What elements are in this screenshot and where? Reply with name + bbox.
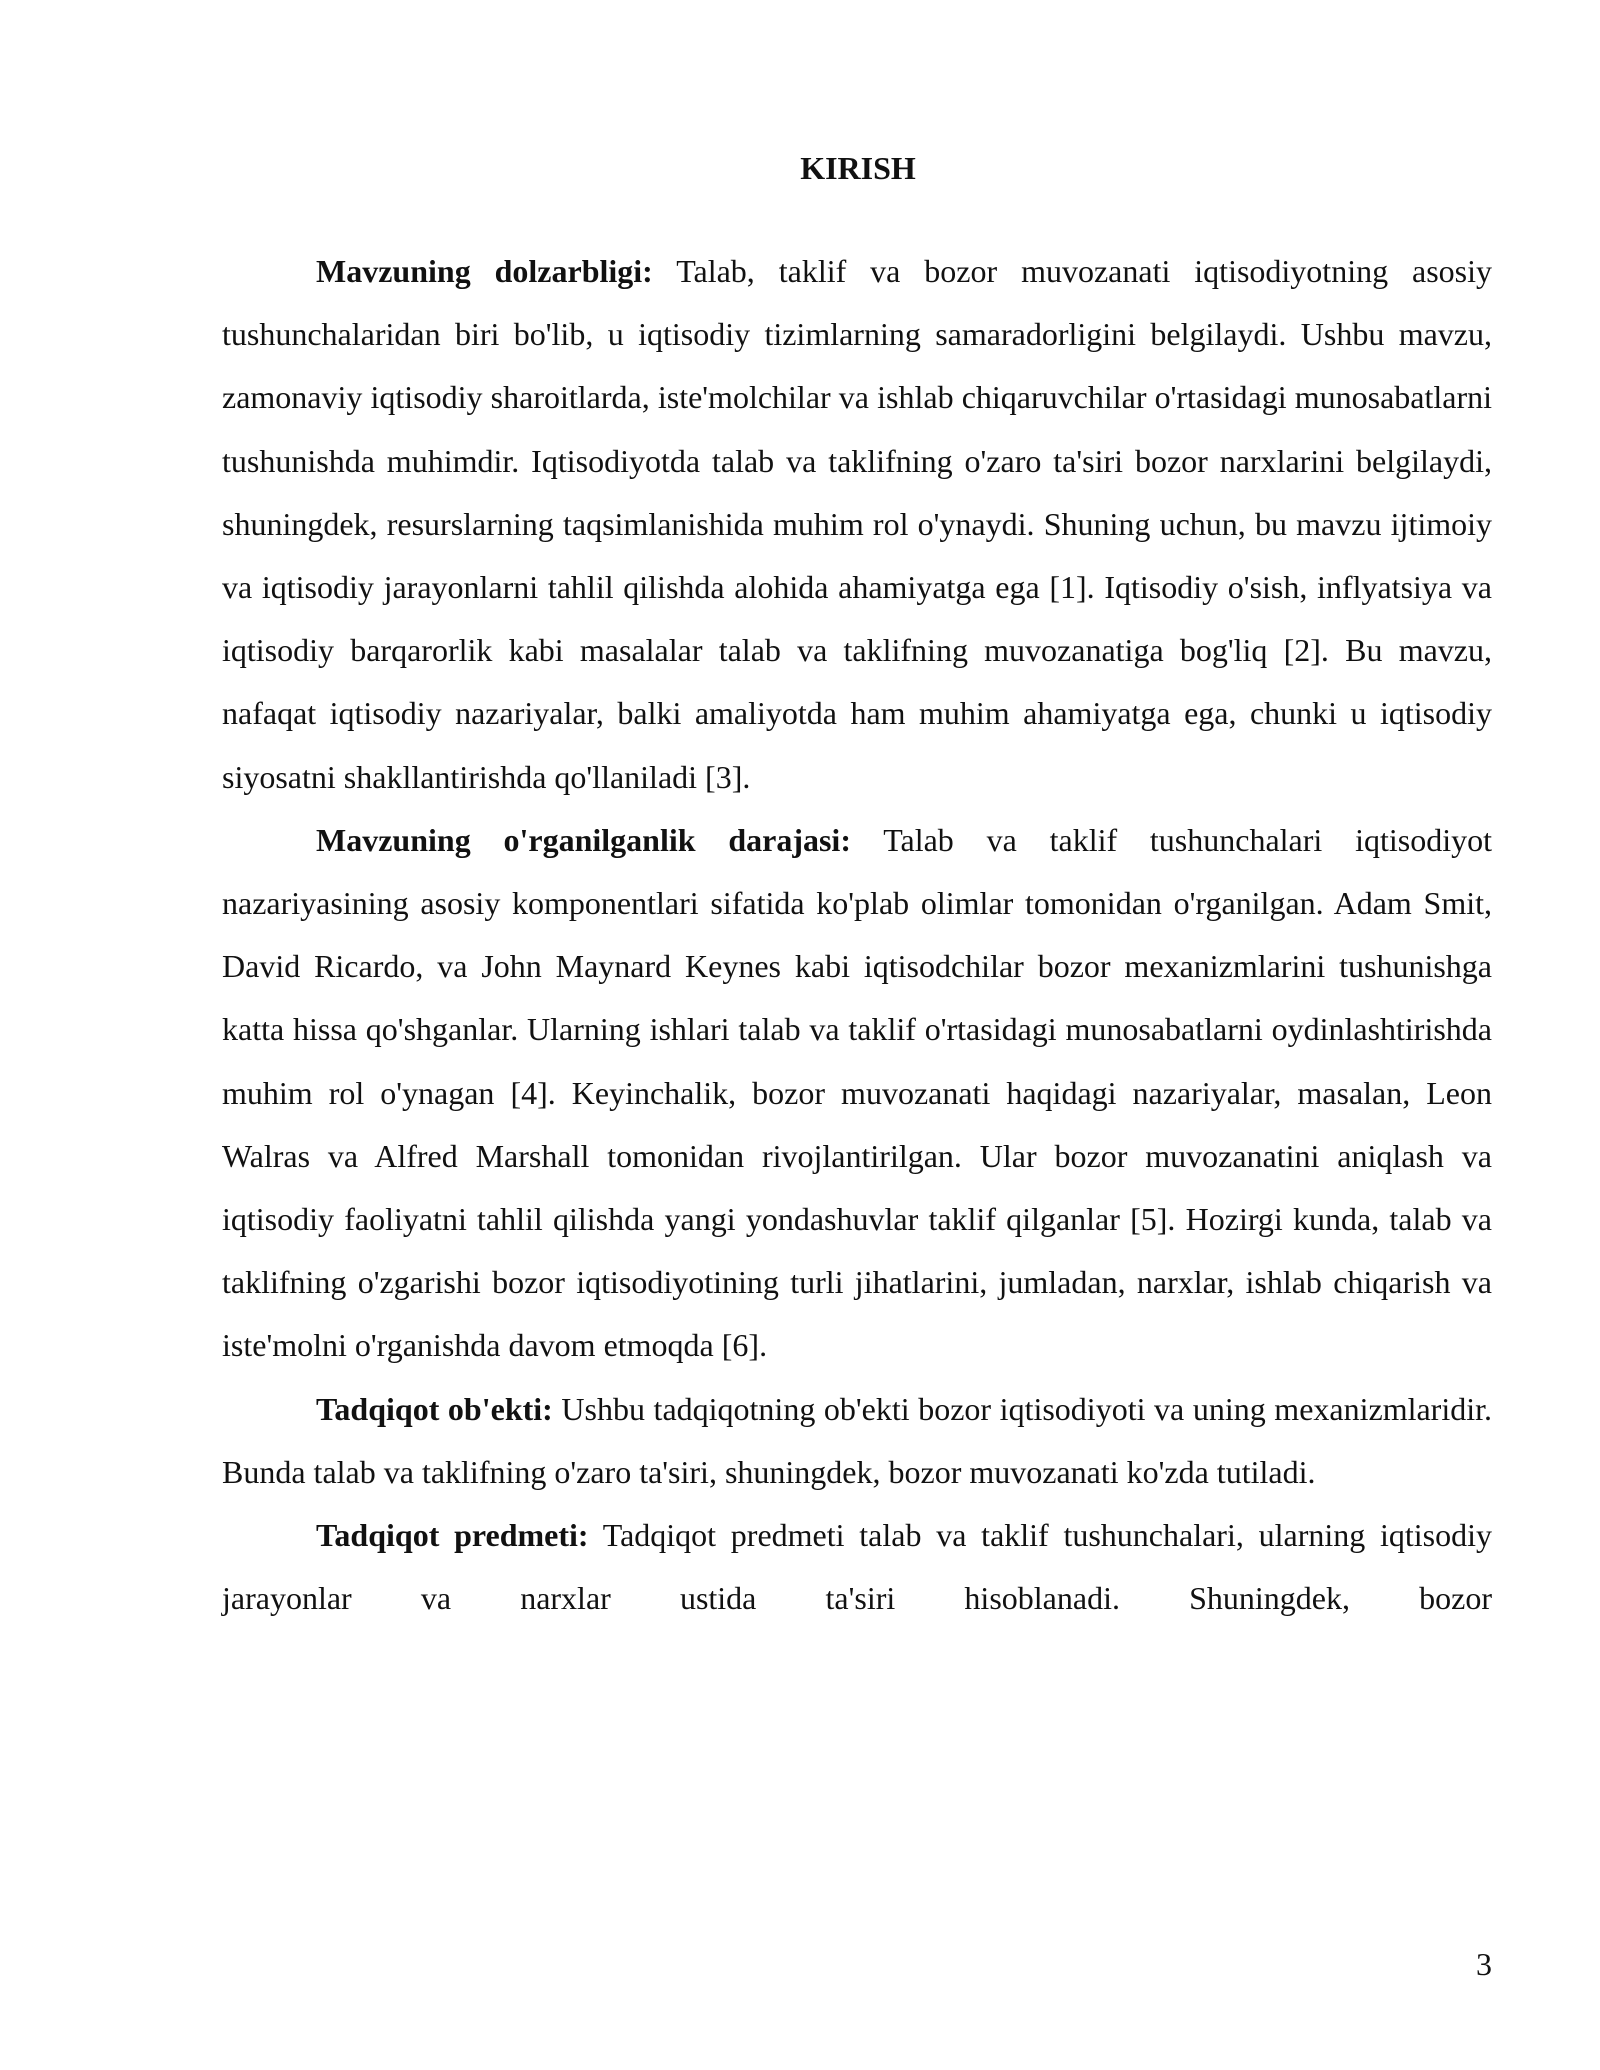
paragraph-research-subject [222, 1504, 1492, 1630]
page-number: 3 [1476, 1946, 1492, 1982]
paragraph-research-object [222, 1378, 1492, 1504]
paragraph-relevance [222, 240, 1492, 809]
body-text [222, 240, 1492, 1630]
paragraph-text: Ushbu tadqiqotning ob'ekti bozor iqtisodiyoti va uning mexanizmlaridir. Bunda talab va taklifning o'zaro ta'siri, shuningdek, bozor muvozanati ko'zda tutiladi. [222, 1390, 1493, 1490]
paragraph-lead: Tadqiqot ob'ekti: [316, 1390, 553, 1427]
paragraph-degree-of-study [222, 809, 1492, 1378]
paragraph-lead: Mavzuning o'rganilganlik darajasi: [316, 821, 851, 858]
paragraph-lead: Tadqiqot predmeti: [316, 1517, 589, 1554]
page-heading: KIRISH [800, 150, 916, 186]
paragraph-lead: Mavzuning dolzarbligi: [316, 253, 653, 289]
paragraph-text: Tadqiqot predmeti talab va taklif tushunchalari, ularning iqtisodiy jarayonlar va narxlar ustida ta'siri hisoblanadi. Shuningdek, bozor [222, 1517, 1492, 1617]
paragraph-text: Talab, taklif va bozor muvozanati iqtisodiyotning asosiy tushunchalaridan biri bo'lib, u iqtisodiy tizimlarning samaradorligini belgilaydi. Ushbu mavzu, zamonaviy iqtisodiy sharoitlarda, iste'molchilar va ishlab chiqaruvchilar o'rtasidagi munosabatlarni tushunishda muhimdir. Iqtisodiyotda talab va taklifning o'zaro ta'siri bozor narxlarini belgilaydi, shuningdek, resurslarning taqsimlanishida muhim rol o'ynaydi. Shuning uchun, bu mavzu ijtimoiy va iqtisodiy jarayonlarni tahlil qilishda alohida ahamiyatga ega [1]. Iqtisodiy o'sish, inflyatsiya va iqtisodiy barqarorlik kabi masalalar talab va taklifning muvozanatiga bog'liq [2]. Bu mavzu, nafaqat iqtisodiy nazariyalar, balki amaliyotda ham muhim ahamiyatga ega, chunki u iqtisodiy siyosatni shakllantirishda qo'llaniladi [3]. [222, 253, 1493, 795]
paragraph-text: Talab va taklif tushunchalari iqtisodiyot nazariyasining asosiy komponentlari sifatida ko'plab olimlar tomonidan o'rganilgan. Adam Smit, David Ricardo, va John Maynard Keynes kabi iqtisodchilar bozor mexanizmlarini tushunishga katta hissa qo'shganlar. Ularning ishlari talab va taklif o'rtasidagi munosabatlarni oydinlashtirishda muhim rol o'ynagan [4]. Keyinchalik, bozor muvozanati haqidagi nazariyalar, masalan, Leon Walras va Alfred Marshall tomonidan rivojlantirilgan. Ular bozor muvozanatini aniqlash va iqtisodiy faoliyatni tahlil qilishda yangi yondashuvlar taklif qilganlar [5]. Hozirgi kunda, talab va taklifning o'zgarishi bozor iqtisodiyotining turli jihatlarini, jumladan, narxlar, ishlab chiqarish va iste'molni o'rganishda davom etmoqda [6]. [222, 821, 1493, 1364]
